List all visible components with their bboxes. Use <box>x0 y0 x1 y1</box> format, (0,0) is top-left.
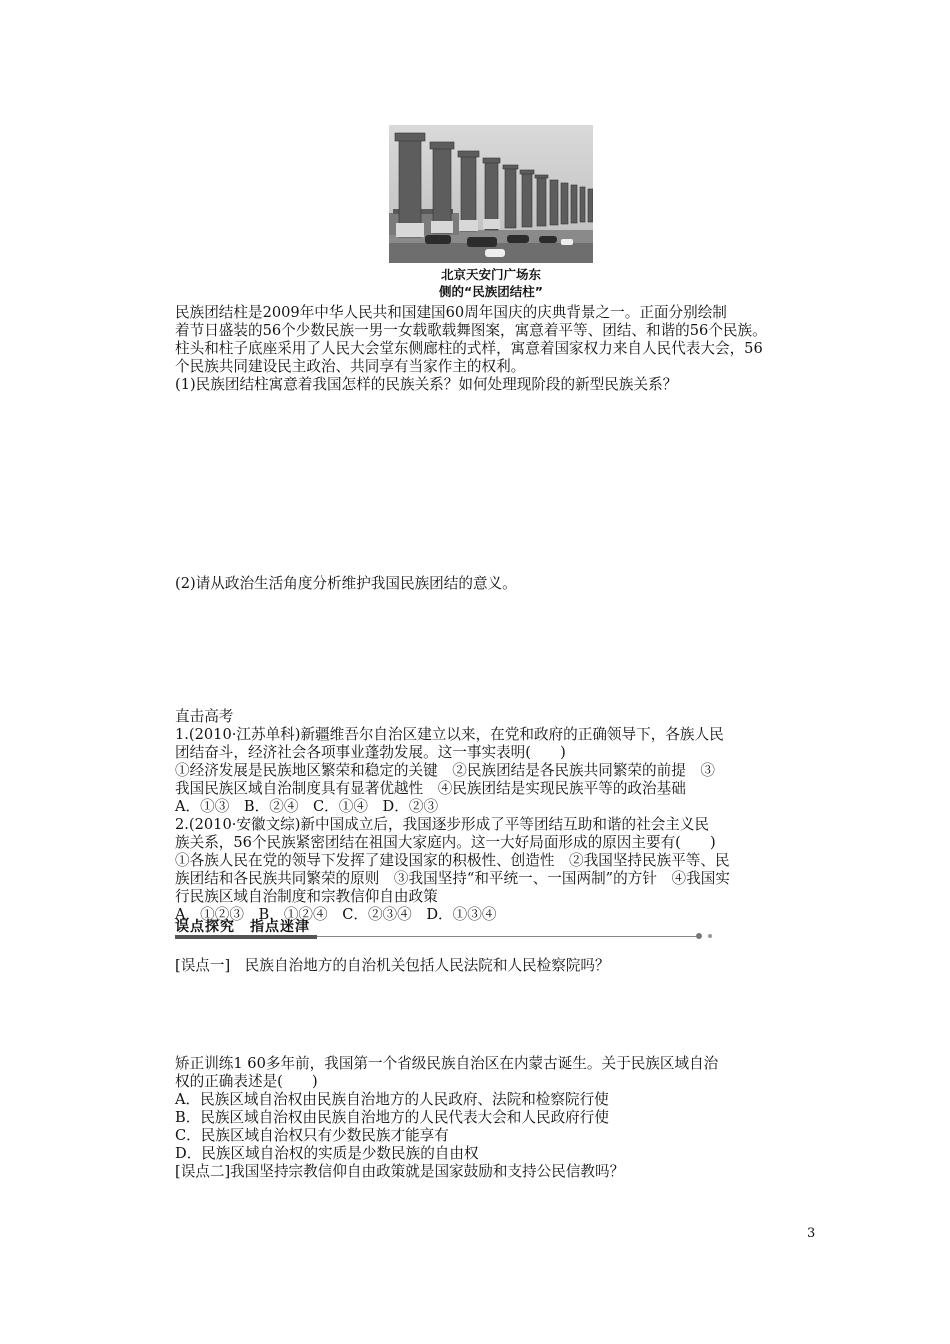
training-1-option-c: C．民族区域自治权只有少数民族才能享有 <box>175 1127 449 1144</box>
training-1-line: 权的正确表述是( ) <box>175 1073 318 1090</box>
passage-line: 柱头和柱子底座采用了人民大会堂东侧廊柱的式样，寓意着国家权力来自人民代表大会，56 <box>175 340 763 357</box>
passage-line: 个民族共同建设民主政治、共同享有当家作主的权利。 <box>175 358 526 375</box>
exam-q2-option: ①各族人民在党的领导下发挥了建设国家的积极性、创造性 ②我国坚持民族平等、民 <box>175 852 730 869</box>
exam-q2-option: 族团结和各民族共同繁荣的原则 ③我国坚持“和平统一、一国两制”的方针 ④我国实 <box>175 870 730 887</box>
exam-q2-line: 2.(2010·安徽文综)新中国成立后，我国逐步形成了平等团结互助和谐的社会主义民 <box>175 816 710 833</box>
question-2: (2)请从政治生活角度分析维护我国民族团结的意义。 <box>175 575 517 592</box>
section-dot <box>708 934 712 938</box>
training-1-option-d: D．民族区域自治权的实质是少数民族的自由权 <box>175 1145 479 1162</box>
training-1-option-a: A．民族区域自治权由民族自治地方的人民政府、法院和检察院行使 <box>175 1091 609 1108</box>
figure-caption-line2: 侧的“民族团结柱” <box>439 284 543 299</box>
section-bar <box>175 935 317 939</box>
passage-line: 民族团结柱是2009年中华人民共和国建国60周年国庆的庆典背景之一。正面分别绘制 <box>175 304 727 321</box>
section-title: 误点探究 指点迷津 <box>175 919 310 935</box>
passage-line: 着节日盛装的56个少数民族一男一女载歌载舞图案，寓意着平等、团结、和谐的56个民族。 <box>175 322 767 339</box>
exam-q1-line: 团结奋斗，经济社会各项事业蓬勃发展。这一事实表明( ) <box>175 744 566 761</box>
exam-q2-line: 族关系，56个民族紧密团结在祖国大家庭内。这一大好局面形成的原因主要有( ) <box>175 834 716 851</box>
training-1-option-b: B．民族区域自治权由民族自治地方的人民代表大会和人民政府行使 <box>175 1109 609 1126</box>
exam-q1-line: 1.(2010·江苏单科)新疆维吾尔自治区建立以来，在党和政府的正确领导下，各族人民 <box>175 726 724 743</box>
exam-q1-option: 我国民族区域自治制度具有显著优越性 ④民族团结是实现民族平等的政治基础 <box>175 780 686 797</box>
exam-q2-choices: A．①②③ B．①②④ C．②③④ D．①③④ <box>175 906 497 923</box>
exam-q1-option: ①经济发展是民族地区繁荣和稳定的关键 ②民族团结是各民族共同繁荣的前提 ③ <box>175 762 715 779</box>
error-point-2: [误点二]我国坚持宗教信仰自由政策就是国家鼓励和支持公民信教吗？ <box>175 1163 625 1180</box>
exam-q2-option: 行民族区域自治制度和宗教信仰自由政策 <box>175 888 438 905</box>
figure-caption-line1: 北京天安门广场东 <box>440 267 541 282</box>
training-1-line: 矫正训练1 60多年前，我国第一个省级民族自治区在内蒙古诞生。关于民族区域自治 <box>175 1055 719 1072</box>
error-point-1: [误点一] 民族自治地方的自治机关包括人民法院和人民检察院吗？ <box>175 957 610 974</box>
section-dot <box>696 933 702 939</box>
question-1: (1)民族团结柱寓意着我国怎样的民族关系？如何处理现阶段的新型民族关系？ <box>175 376 678 393</box>
ethnic-unity-pillars-photo <box>389 125 593 263</box>
exam-heading: 直击高考 <box>175 708 234 725</box>
exam-q1-choices: A．①③ B．②④ C．①④ D．②③ <box>175 798 439 815</box>
page-number: 3 <box>807 1226 816 1241</box>
section-header <box>175 916 545 944</box>
section-rule <box>317 936 699 937</box>
